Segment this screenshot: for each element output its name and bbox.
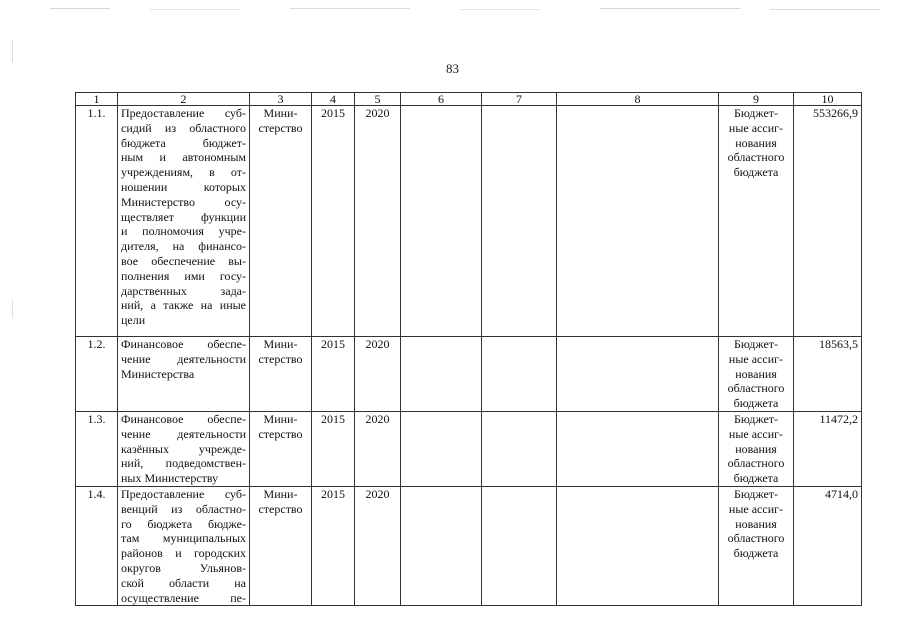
measure-name-line: ных Министерству xyxy=(121,471,219,486)
table-row xyxy=(76,411,862,486)
column-header: 4 xyxy=(312,93,355,106)
measure-name-line: чение деятельности xyxy=(121,426,246,441)
row-number: 1.2. xyxy=(76,337,118,412)
measure-name-line: дарственных зада- xyxy=(121,283,246,298)
column-header: 6 xyxy=(401,93,482,106)
column-header: 3 xyxy=(250,93,312,106)
page-number: 83 xyxy=(446,61,459,76)
executor-line: Мини- xyxy=(263,106,298,120)
measure-name-line: Министерство осу- xyxy=(121,194,246,209)
measure-name-line: учреждениям, в от- xyxy=(121,165,246,180)
table-header-row xyxy=(76,93,862,106)
measure-name-line: ществляет функции xyxy=(121,209,246,224)
table-row xyxy=(76,106,862,337)
row-number: 1.4. xyxy=(76,486,118,605)
column-8-cell xyxy=(557,411,719,486)
measure-name-line: чение деятельности xyxy=(121,351,246,366)
measure-name-line: и полномочия учре- xyxy=(121,224,246,239)
measure-name-line: Финансовое обеспе- xyxy=(121,411,246,426)
funding-source xyxy=(719,411,794,486)
measure-name-line: ской области на xyxy=(121,575,246,590)
start-year: 2015 xyxy=(312,411,355,486)
end-year: 2020 xyxy=(355,337,401,412)
column-header: 2 xyxy=(118,93,250,106)
measure-name-line: казённых учрежде- xyxy=(121,441,246,456)
measure-name-line: полнения ими госу- xyxy=(121,268,246,283)
column-header: 5 xyxy=(355,93,401,106)
funding-source xyxy=(719,486,794,605)
measure-name xyxy=(118,411,250,486)
measure-name-line: Министерства xyxy=(121,366,195,381)
executor xyxy=(250,486,312,605)
amount: 11472,2 xyxy=(794,411,862,486)
funding-source-line: нования xyxy=(735,441,777,456)
column-7-cell xyxy=(482,486,557,605)
executor-line: Мини- xyxy=(263,411,298,426)
executor-line: стерство xyxy=(258,501,303,516)
executor-line: стерство xyxy=(258,351,303,366)
column-header: 9 xyxy=(719,93,794,106)
end-year: 2020 xyxy=(355,486,401,605)
table-row xyxy=(76,486,862,605)
scan-artifact-top xyxy=(0,6,905,12)
table-row xyxy=(76,337,862,412)
funding-source-line: ные ассиг- xyxy=(728,120,784,135)
measure-name-line: венций из областно- xyxy=(121,501,246,516)
measure-name-line: бюджета бюджет- xyxy=(121,135,246,150)
funding-source-line: нования xyxy=(735,135,777,150)
measure-name-line: Предоставление суб- xyxy=(121,486,246,501)
measure-name-line: Финансовое обеспе- xyxy=(121,337,246,351)
column-6-cell xyxy=(401,106,482,337)
row-number: 1.3. xyxy=(76,411,118,486)
column-header: 10 xyxy=(794,93,862,106)
executor-line: стерство xyxy=(258,426,303,441)
funding-source xyxy=(719,106,794,337)
measure-name-line: там муниципальных xyxy=(121,531,246,546)
column-8-cell xyxy=(557,337,719,412)
measure-name-line: округов Ульянов- xyxy=(121,560,246,575)
start-year: 2015 xyxy=(312,106,355,337)
funding-source-line: бюджета xyxy=(733,165,779,180)
scan-artifact-left-2 xyxy=(12,300,13,318)
column-6-cell xyxy=(401,486,482,605)
column-6-cell xyxy=(401,337,482,412)
end-year: 2020 xyxy=(355,411,401,486)
measure-name-line: дителя, на финансо- xyxy=(121,239,246,254)
column-header: 8 xyxy=(557,93,719,106)
column-7-cell xyxy=(482,337,557,412)
column-8-cell xyxy=(557,486,719,605)
measure-name xyxy=(118,106,250,337)
funding-source-line: областного xyxy=(727,456,785,471)
funding-source-line: бюджета xyxy=(733,396,779,411)
measure-name-line: ным и автономным xyxy=(121,150,246,165)
funding-source xyxy=(719,337,794,412)
measure-name-line: районов и городских xyxy=(121,546,246,561)
measure-name-line: ний, а также на иные xyxy=(121,298,246,313)
measures-table xyxy=(75,92,862,606)
executor-line: Мини- xyxy=(263,486,298,501)
amount: 553266,9 xyxy=(794,106,862,337)
measure-name-line: ношении которых xyxy=(121,179,246,194)
measure-name-line: сидий из областного xyxy=(121,120,246,135)
funding-source-line: ные ассиг- xyxy=(728,351,784,366)
measure-name-line: осуществление пе- xyxy=(121,590,246,605)
funding-source-line: Бюджет- xyxy=(733,106,779,120)
funding-source-line: ные ассиг- xyxy=(728,426,784,441)
scan-artifact-left xyxy=(12,40,13,62)
funding-source-line: областного xyxy=(727,381,785,396)
measure-name xyxy=(118,486,250,605)
measure-name-line: го бюджета бюдже- xyxy=(121,516,246,531)
measure-name-line: Предоставление суб- xyxy=(121,106,246,120)
measure-name xyxy=(118,337,250,412)
funding-source-line: областного xyxy=(727,150,785,165)
executor xyxy=(250,106,312,337)
executor xyxy=(250,337,312,412)
end-year: 2020 xyxy=(355,106,401,337)
funding-source-line: ные ассиг- xyxy=(728,501,784,516)
column-header: 1 xyxy=(76,93,118,106)
executor-line: Мини- xyxy=(263,337,298,351)
funding-source-line: бюджета xyxy=(733,546,779,561)
row-number: 1.1. xyxy=(76,106,118,337)
measure-name-line: ний, подведомствен- xyxy=(121,456,246,471)
funding-source-line: нования xyxy=(735,516,777,531)
amount: 4714,0 xyxy=(794,486,862,605)
start-year: 2015 xyxy=(312,337,355,412)
amount: 18563,5 xyxy=(794,337,862,412)
start-year: 2015 xyxy=(312,486,355,605)
measure-name-line: вое обеспечение вы- xyxy=(121,253,246,268)
funding-source-line: Бюджет- xyxy=(733,486,779,501)
measure-name-line: цели xyxy=(121,313,146,328)
funding-source-line: бюджета xyxy=(733,471,779,486)
column-6-cell xyxy=(401,411,482,486)
funding-source-line: областного xyxy=(727,531,785,546)
column-7-cell xyxy=(482,106,557,337)
column-header: 7 xyxy=(482,93,557,106)
funding-source-line: Бюджет- xyxy=(733,411,779,426)
funding-source-line: нования xyxy=(735,366,777,381)
executor-line: стерство xyxy=(258,120,303,135)
executor xyxy=(250,411,312,486)
funding-source-line: Бюджет- xyxy=(733,337,779,351)
column-8-cell xyxy=(557,106,719,337)
column-7-cell xyxy=(482,411,557,486)
